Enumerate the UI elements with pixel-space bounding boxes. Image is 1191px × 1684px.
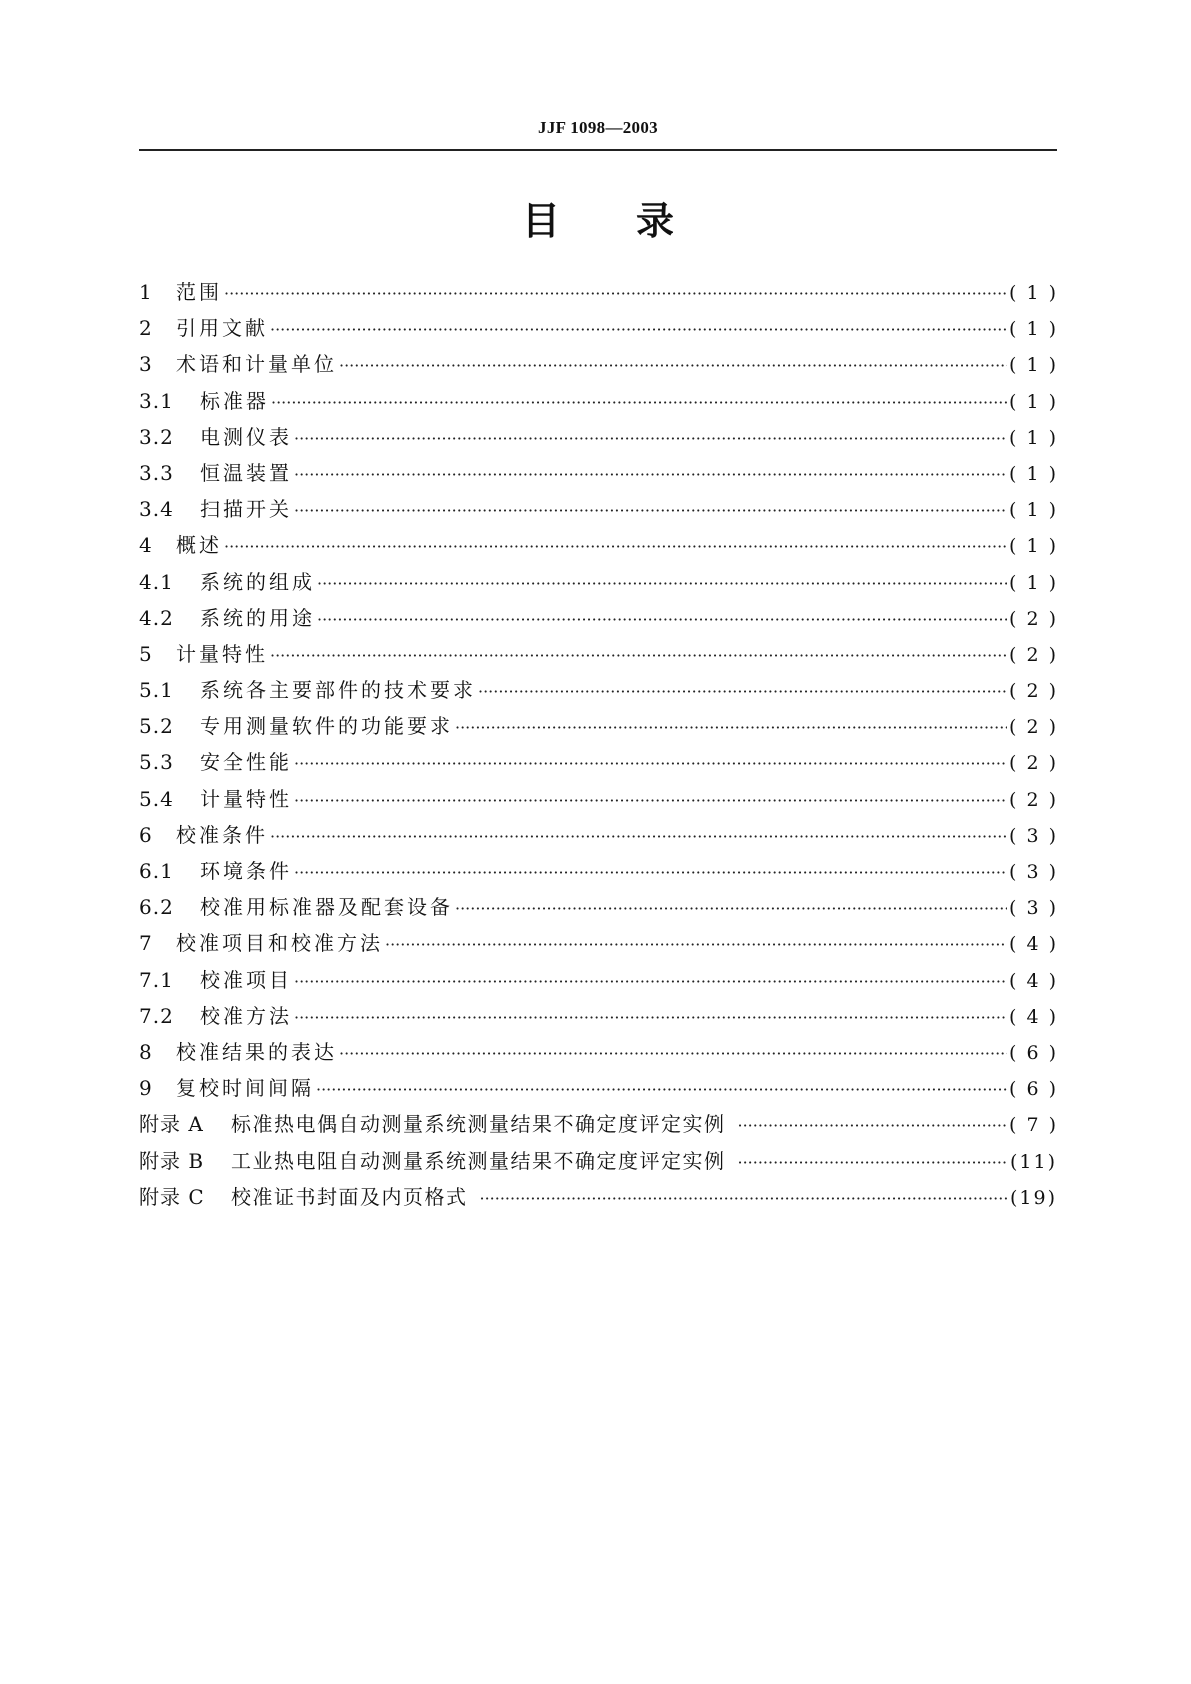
toc-entry-page: ( 1 )	[1009, 354, 1058, 377]
toc-entry-number: 1	[139, 280, 153, 304]
toc-entry-title: 系统各主要部件的技术要求	[200, 678, 476, 703]
toc-entry-title: 校准用标准器及配套设备	[200, 895, 453, 920]
toc-dot-leader	[294, 493, 1007, 529]
toc-entry-title: 环境条件	[200, 859, 292, 883]
toc-entry-page: ( 1 )	[1009, 535, 1058, 558]
toc-entry-title: 复校时间间隔	[176, 1076, 314, 1101]
toc-entry-page: ( 1 )	[1009, 282, 1058, 304]
toc-entry-number: 6.1	[139, 859, 174, 883]
toc-entry-page: ( 1 )	[1009, 571, 1058, 594]
toc-entry[interactable]	[139, 274, 1057, 310]
toc-entry-title: 范围	[176, 280, 222, 304]
table-of-contents	[139, 274, 1057, 1215]
toc-entry-title: 校准结果的表达	[176, 1039, 337, 1064]
toc-dot-leader	[294, 1000, 1007, 1036]
toc-entry-page: (19)	[1009, 1186, 1057, 1209]
toc-entry-title: 扫描开关	[200, 497, 292, 522]
toc-entry-number: 7.2	[139, 1003, 174, 1028]
toc-dot-leader	[339, 348, 1007, 384]
toc-entry-number: 6.2	[139, 895, 174, 920]
toc-dot-leader	[317, 602, 1007, 638]
toc-entry[interactable]	[139, 419, 1057, 455]
toc-entry[interactable]	[139, 527, 1057, 563]
toc-entry[interactable]	[139, 346, 1057, 382]
toc-entry[interactable]	[139, 889, 1057, 925]
toc-dot-leader	[270, 819, 1007, 855]
toc-entry-number: 附录 C	[139, 1184, 205, 1209]
toc-entry-number: 附录 A	[139, 1112, 204, 1137]
toc-entry[interactable]	[139, 672, 1057, 708]
toc-entry-page: ( 1 )	[1009, 426, 1058, 449]
toc-entry[interactable]	[139, 998, 1057, 1034]
toc-entry[interactable]	[139, 1106, 1057, 1142]
toc-dot-leader	[271, 385, 1007, 421]
toc-entry-page: ( 1 )	[1009, 318, 1058, 341]
toc-entry[interactable]	[139, 636, 1057, 672]
toc-entry[interactable]	[139, 491, 1057, 527]
toc-entry-title: 标准热电偶自动测量系统测量结果不确定度评定实例	[231, 1112, 726, 1137]
toc-entry-title: 校准项目和校准方法	[176, 931, 383, 956]
toc-dot-leader	[224, 529, 1007, 565]
toc-entry-title: 引用文献	[176, 316, 268, 341]
toc-title: 目录	[521, 199, 750, 243]
toc-entry[interactable]	[139, 564, 1057, 600]
toc-entry-page: ( 2 )	[1009, 788, 1058, 811]
toc-entry[interactable]	[139, 744, 1057, 780]
toc-entry-page: ( 3 )	[1009, 861, 1058, 883]
toc-entry-number: 4.2	[139, 605, 174, 630]
toc-entry[interactable]	[139, 383, 1057, 419]
toc-dot-leader	[294, 855, 1007, 891]
toc-entry-number: 3.4	[139, 497, 174, 522]
toc-dot-leader	[480, 1181, 1008, 1217]
toc-dot-leader	[455, 891, 1007, 927]
toc-entry[interactable]	[139, 708, 1057, 744]
toc-entry-number: 5.1	[139, 678, 174, 703]
toc-entry-number: 3.2	[139, 424, 174, 449]
toc-entry-title: 校准条件	[176, 822, 268, 847]
toc-entry[interactable]	[139, 1179, 1057, 1215]
toc-entry-number: 8	[139, 1039, 153, 1064]
toc-entry[interactable]	[139, 310, 1057, 346]
toc-entry-title: 计量特性	[176, 641, 268, 666]
toc-entry-title: 专用测量软件的功能要求	[200, 714, 453, 739]
toc-entry-number: 3.1	[139, 388, 174, 413]
toc-dot-leader	[455, 710, 1007, 746]
toc-entry-title: 恒温装置	[200, 460, 292, 485]
toc-entry-page: ( 1 )	[1009, 390, 1058, 413]
toc-entry-title: 计量特性	[200, 786, 292, 811]
toc-dot-leader	[294, 964, 1007, 1000]
toc-entry-title: 术语和计量单位	[176, 352, 337, 377]
toc-dot-leader	[270, 312, 1007, 348]
toc-entry-page: ( 2 )	[1009, 643, 1058, 666]
toc-dot-leader	[294, 421, 1007, 457]
toc-entry-title: 校准方法	[200, 1003, 292, 1028]
toc-entry-number: 5	[139, 641, 153, 666]
toc-dot-leader	[478, 674, 1007, 710]
toc-entry-number: 6	[139, 822, 153, 847]
toc-dot-leader	[294, 746, 1007, 782]
toc-entry-page: ( 3 )	[1009, 824, 1058, 847]
toc-dot-leader	[316, 1072, 1007, 1108]
toc-entry[interactable]	[139, 1070, 1057, 1106]
toc-entry-page: ( 2 )	[1009, 607, 1058, 630]
toc-entry-page: ( 4 )	[1009, 933, 1058, 956]
toc-dot-leader	[224, 276, 1007, 312]
toc-entry-page: ( 7 )	[1009, 1114, 1058, 1137]
toc-entry-title: 校准项目	[200, 967, 292, 992]
toc-entry-title: 系统的组成	[200, 569, 315, 594]
toc-entry-number: 7	[139, 931, 153, 956]
toc-dot-leader	[317, 566, 1007, 602]
toc-entry-number: 9	[139, 1076, 153, 1101]
toc-entry[interactable]	[139, 1034, 1057, 1070]
toc-entry-number: 5.4	[139, 786, 174, 811]
toc-entry[interactable]	[139, 962, 1057, 998]
toc-entry-number: 5.2	[139, 714, 174, 739]
toc-entry-page: ( 4 )	[1009, 969, 1058, 992]
toc-entry-page: ( 1 )	[1009, 462, 1058, 485]
toc-entry-page: ( 6 )	[1009, 1078, 1058, 1101]
toc-dot-leader	[339, 1036, 1007, 1072]
toc-dot-leader	[738, 1108, 1008, 1144]
toc-entry[interactable]	[139, 781, 1057, 817]
toc-dot-leader	[738, 1145, 1008, 1181]
toc-entry-page: ( 3 )	[1009, 897, 1058, 920]
toc-entry-number: 5.3	[139, 750, 174, 775]
toc-entry[interactable]	[139, 1143, 1057, 1179]
toc-entry[interactable]	[139, 925, 1057, 961]
toc-entry-number: 2	[139, 316, 153, 341]
header-divider	[139, 149, 1057, 151]
toc-entry-title: 工业热电阻自动测量系统测量结果不确定度评定实例	[231, 1148, 726, 1173]
toc-entry-page: ( 2 )	[1009, 680, 1058, 703]
toc-entry-number: 4.1	[139, 569, 174, 594]
toc-entry-number: 3	[139, 352, 153, 377]
toc-entry[interactable]	[139, 817, 1057, 853]
toc-entry[interactable]	[139, 853, 1057, 889]
toc-entry[interactable]	[139, 455, 1057, 491]
toc-dot-leader	[294, 783, 1007, 819]
toc-entry-number: 3.3	[139, 460, 174, 485]
toc-dot-leader	[270, 638, 1007, 674]
toc-entry-page: (11)	[1009, 1150, 1057, 1173]
toc-entry-title: 标准器	[200, 388, 269, 413]
toc-entry-title: 校准证书封面及内页格式	[231, 1184, 468, 1209]
toc-entry-page: ( 4 )	[1009, 1005, 1058, 1028]
toc-entry[interactable]	[139, 600, 1057, 636]
toc-entry-title: 概述	[176, 533, 222, 558]
toc-entry-page: ( 6 )	[1009, 1041, 1058, 1064]
toc-dot-leader	[294, 457, 1007, 493]
toc-entry-page: ( 2 )	[1009, 716, 1058, 739]
toc-entry-title: 电测仪表	[200, 424, 292, 449]
toc-entry-page: ( 1 )	[1009, 499, 1058, 522]
toc-entry-number: 附录 B	[139, 1148, 205, 1173]
toc-dot-leader	[385, 927, 1007, 963]
toc-entry-page: ( 2 )	[1009, 752, 1058, 775]
toc-entry-title: 系统的用途	[200, 605, 315, 630]
toc-entry-number: 4	[139, 533, 153, 558]
toc-entry-title: 安全性能	[200, 750, 292, 775]
page-header-doc-code: JJF 1098—2003	[538, 118, 658, 137]
toc-entry-number: 7.1	[139, 967, 174, 992]
